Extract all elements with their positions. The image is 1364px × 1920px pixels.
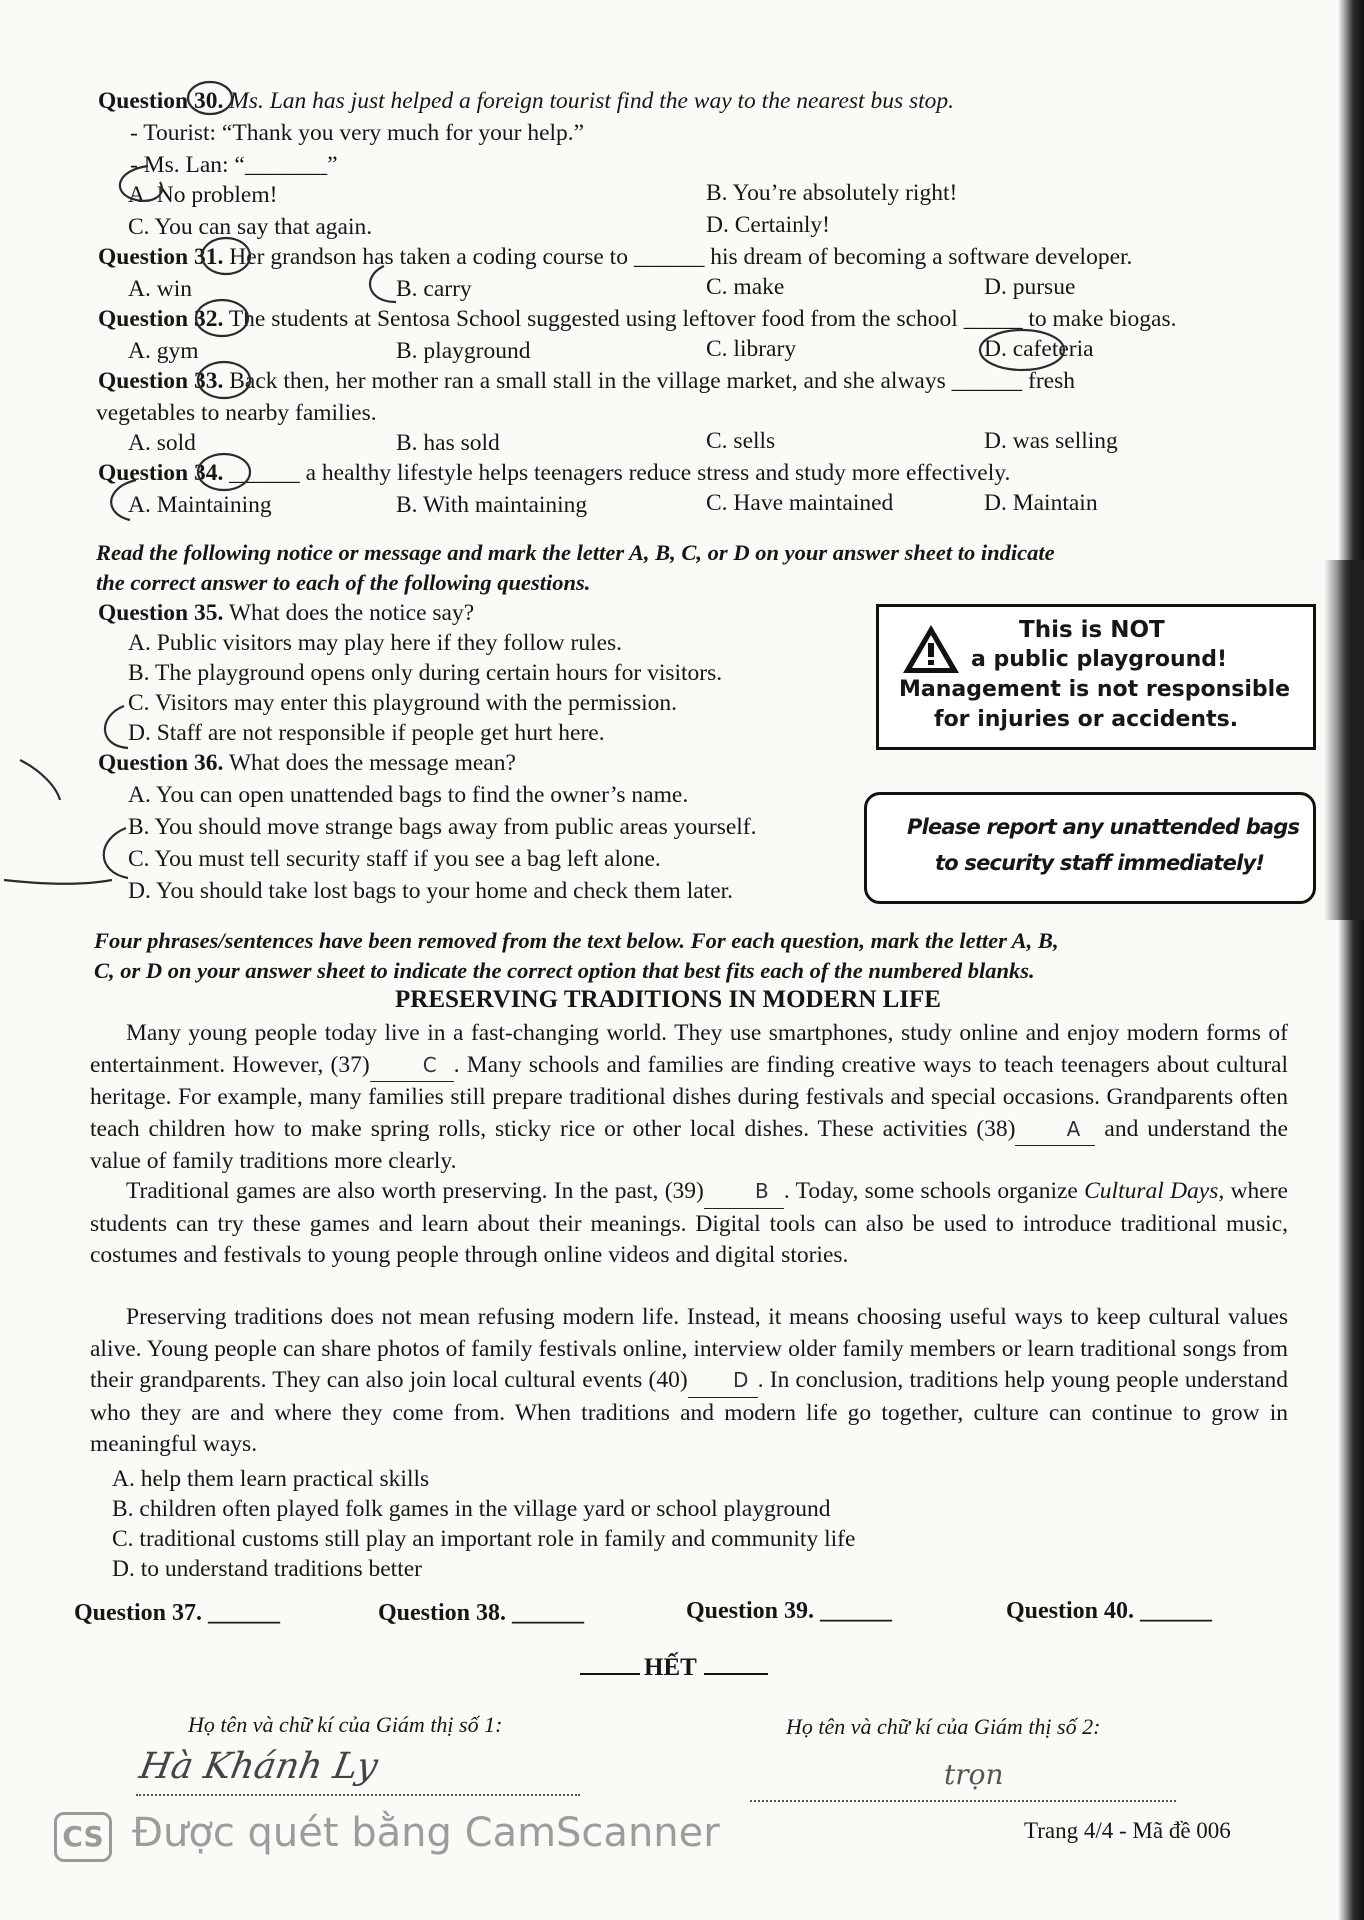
passage-p2-part2: . Today, some schools organize bbox=[783, 1178, 1085, 1204]
q34-stem-line bbox=[98, 458, 1010, 488]
notice-line-2: a public playground! bbox=[971, 647, 1228, 672]
passage-p2-italic: Cultural Days, bbox=[1084, 1178, 1225, 1204]
message-line-2: to security staff immediately! bbox=[935, 851, 1265, 875]
q34-option-c: C. Have maintained bbox=[706, 490, 894, 516]
q32-option-b: B. playground bbox=[396, 338, 531, 364]
q36-stem: What does the message mean? bbox=[228, 750, 516, 776]
warning-triangle-icon bbox=[901, 623, 961, 675]
q35-option-d: D. Staff are not responsible if people get hurt here. bbox=[128, 720, 605, 746]
q32-label: Question 32. bbox=[98, 306, 224, 332]
supervisor-1-dotted-line bbox=[136, 1794, 580, 1796]
handwritten-answer-37: C bbox=[422, 1052, 437, 1077]
q31-stem: Her grandson has taken a coding course to ______ his dream of becoming a software developer. bbox=[229, 244, 1133, 270]
q33-option-d: D. was selling bbox=[984, 428, 1118, 454]
q35-label: Question 35. bbox=[98, 600, 224, 626]
pen-stray-line bbox=[4, 880, 112, 884]
q30-option-c: C. You can say that again. bbox=[128, 214, 373, 240]
q30-option-d: D. Certainly! bbox=[706, 212, 830, 238]
notice-line-3: Management is not responsible bbox=[899, 677, 1291, 702]
supervisor-1-label: Họ tên và chữ kí của Giám thị số 1: bbox=[188, 1712, 503, 1737]
passage-p3-part2: . In conclusion, traditions help young people understand who they are and where they come from. When traditions and modern life go together, culture can continue to grow in meaningful ways. bbox=[90, 1367, 1288, 1457]
supervisor-1-signature: Hà Khánh Ly bbox=[136, 1746, 381, 1787]
blank-39 bbox=[704, 1176, 784, 1209]
q31-stem-line bbox=[98, 242, 1132, 272]
passage-p1-part1: Many young people today live in a fast-changing world. They use smartphones, study online and enjoy modern forms of entertainment. However, (37) bbox=[90, 1020, 1288, 1078]
notice-instruction-line2: the correct answer to each of the following questions. bbox=[96, 570, 591, 595]
q32-option-c: C. library bbox=[706, 336, 797, 362]
q35-stem: What does the notice say? bbox=[228, 600, 475, 626]
notice-box bbox=[876, 604, 1316, 750]
answer-slot-39: Question 39. ______ bbox=[686, 1598, 893, 1624]
q36-option-c: C. You must tell security staff if you see a bag left alone. bbox=[128, 846, 661, 872]
passage-option-c: C. traditional customs still play an important role in family and community life bbox=[112, 1526, 856, 1552]
supervisor-2-dotted-line bbox=[750, 1800, 1176, 1802]
pen-circle-q36-c bbox=[104, 828, 128, 878]
blank-40 bbox=[688, 1365, 758, 1398]
q34-option-a: A. Maintaining bbox=[128, 492, 272, 518]
q31-option-c: C. make bbox=[706, 274, 785, 300]
handwritten-answer-39: B bbox=[755, 1179, 769, 1203]
q32-stem: The students at Sentosa School suggested using leftover food from the school _____ to make biogas. bbox=[228, 306, 1177, 332]
end-mark-rule-left bbox=[580, 1673, 640, 1675]
q36-label: Question 36. bbox=[98, 750, 224, 776]
text-instruction-line2: C, or D on your answer sheet to indicate the correct option that best fits each of the numbered blanks. bbox=[94, 958, 1035, 983]
q34-label: Question 34. bbox=[98, 460, 224, 486]
supervisor-2-signature: trọn bbox=[944, 1758, 1004, 1791]
q36-option-d: D. You should take lost bags to your home and check them later. bbox=[128, 878, 734, 904]
camscanner-watermark: Được quét bằng CamScanner bbox=[132, 1810, 720, 1856]
q30-stem-line bbox=[98, 86, 954, 116]
passage-p3-part1: Preserving traditions does not mean refusing modern life. Instead, it means choosing useful ways to keep cultural values alive. Young people can share photos of family festivals online, interview older family members or learn traditional songs from their grandparents. They can also join local cultural events (40) bbox=[90, 1304, 1288, 1393]
passage-paragraph-1 bbox=[90, 1018, 1288, 1178]
passage-paragraph-3 bbox=[90, 1302, 1288, 1461]
blank-38 bbox=[1015, 1114, 1095, 1147]
passage-title: PRESERVING TRADITIONS IN MODERN LIFE bbox=[395, 986, 941, 1013]
handwritten-answer-38: A bbox=[1066, 1116, 1081, 1141]
q35-option-a: A. Public visitors may play here if they follow rules. bbox=[128, 630, 623, 656]
answer-slot-40: Question 40. ______ bbox=[1006, 1598, 1213, 1624]
q33-stem: Back then, her mother ran a small stall in the village market, and she always ______ fresh bbox=[229, 368, 1075, 394]
q32-option-d: D. cafeteria bbox=[984, 336, 1094, 362]
q36-option-b: B. You should move strange bags away from public areas yourself. bbox=[128, 814, 757, 840]
q35-stem-line bbox=[98, 598, 474, 628]
pen-stray-mark bbox=[20, 760, 60, 800]
q34-option-d: D. Maintain bbox=[984, 490, 1098, 516]
q33-stem-cont: vegetables to nearby families. bbox=[96, 400, 377, 426]
q36-option-a: A. You can open unattended bags to find the owner’s name. bbox=[128, 782, 689, 808]
handwritten-answer-40: D bbox=[732, 1368, 749, 1392]
q34-stem: ______ a healthy lifestyle helps teenagers reduce stress and study more effectively. bbox=[229, 460, 1011, 486]
passage-p2-part1: Traditional games are also worth preserving. In the past, (39) bbox=[126, 1178, 704, 1204]
blank-37 bbox=[370, 1050, 454, 1083]
passage-p2-part3: where students can try these games and learn about their meanings. Digital tools can also be used to introduce traditional music, costumes and festivals to young people through online videos and digital stories. bbox=[90, 1178, 1288, 1268]
pen-circle-q35-d bbox=[105, 706, 128, 748]
q30-label: Question 30. bbox=[98, 88, 224, 114]
notice-line-4: for injuries or accidents. bbox=[934, 707, 1239, 732]
q31-label: Question 31. bbox=[98, 244, 224, 270]
q32-stem-line bbox=[98, 304, 1177, 334]
supervisor-2-label: Họ tên và chữ kí của Giám thị số 2: bbox=[786, 1714, 1101, 1739]
end-mark-rule-right bbox=[704, 1673, 768, 1675]
page-footer: Trang 4/4 - Mã đề 006 bbox=[1024, 1818, 1231, 1843]
q31-option-b: B. carry bbox=[396, 276, 472, 302]
q35-option-c: C. Visitors may enter this playground with the permission. bbox=[128, 690, 678, 716]
q30-option-b: B. You’re absolutely right! bbox=[706, 180, 958, 206]
q30-dialogue-2: - Ms. Lan: “_______” bbox=[130, 152, 338, 178]
passage-p1-part3: and understand the value of family traditions more clearly. bbox=[90, 1115, 1288, 1174]
q33-option-b: B. has sold bbox=[396, 430, 500, 456]
q30-stem: Ms. Lan has just helped a foreign tourist find the way to the nearest bus stop. bbox=[229, 88, 955, 114]
passage-p1-part2: . Many schools and families are finding creative ways to teach teenagers about cultural heritage. For example, many families still prepare traditional dishes during festivals and special occasions. Grandparents often teach children how to make spring rolls, sticky rice or other local dishes. These activities (38) bbox=[90, 1051, 1288, 1142]
notice-line-1: This is NOT bbox=[1019, 617, 1165, 643]
q35-option-b: B. The playground opens only during certain hours for visitors. bbox=[128, 660, 723, 686]
scan-edge-shadow-mid bbox=[1324, 560, 1364, 920]
answer-slot-37: Question 37. ______ bbox=[74, 1600, 281, 1626]
passage-option-d: D. to understand traditions better bbox=[112, 1556, 422, 1582]
q33-option-c: C. sells bbox=[706, 428, 776, 454]
passage-option-a: A. help them learn practical skills bbox=[112, 1466, 430, 1492]
q34-option-b: B. With maintaining bbox=[396, 492, 588, 518]
text-instruction-line1: Four phrases/sentences have been removed from the text below. For each question, mark the letter A, B, bbox=[94, 928, 1059, 953]
message-box bbox=[864, 792, 1316, 904]
scan-edge-shadow bbox=[1338, 0, 1364, 1920]
q33-option-a: A. sold bbox=[128, 430, 196, 456]
message-line-1: Please report any unattended bags bbox=[907, 815, 1300, 839]
q33-stem-line bbox=[98, 366, 1075, 396]
q33-label: Question 33. bbox=[98, 368, 224, 394]
q36-stem-line bbox=[98, 748, 516, 778]
answer-slot-38: Question 38. ______ bbox=[378, 1600, 585, 1626]
q31-option-a: A. win bbox=[128, 276, 192, 302]
q30-option-a: A. No problem! bbox=[128, 182, 278, 208]
end-mark: HẾT bbox=[644, 1654, 697, 1681]
passage-option-b: B. children often played folk games in the village yard or school playground bbox=[112, 1496, 831, 1522]
passage-paragraph-2 bbox=[90, 1176, 1288, 1272]
q30-dialogue-1: - Tourist: “Thank you very much for your help.” bbox=[130, 120, 585, 146]
q31-option-d: D. pursue bbox=[984, 274, 1076, 300]
notice-instruction-line1: Read the following notice or message and mark the letter A, B, C, or D on your answer sheet to indicate bbox=[96, 540, 1055, 565]
q32-option-a: A. gym bbox=[128, 338, 199, 364]
camscanner-logo: CS bbox=[54, 1812, 112, 1862]
